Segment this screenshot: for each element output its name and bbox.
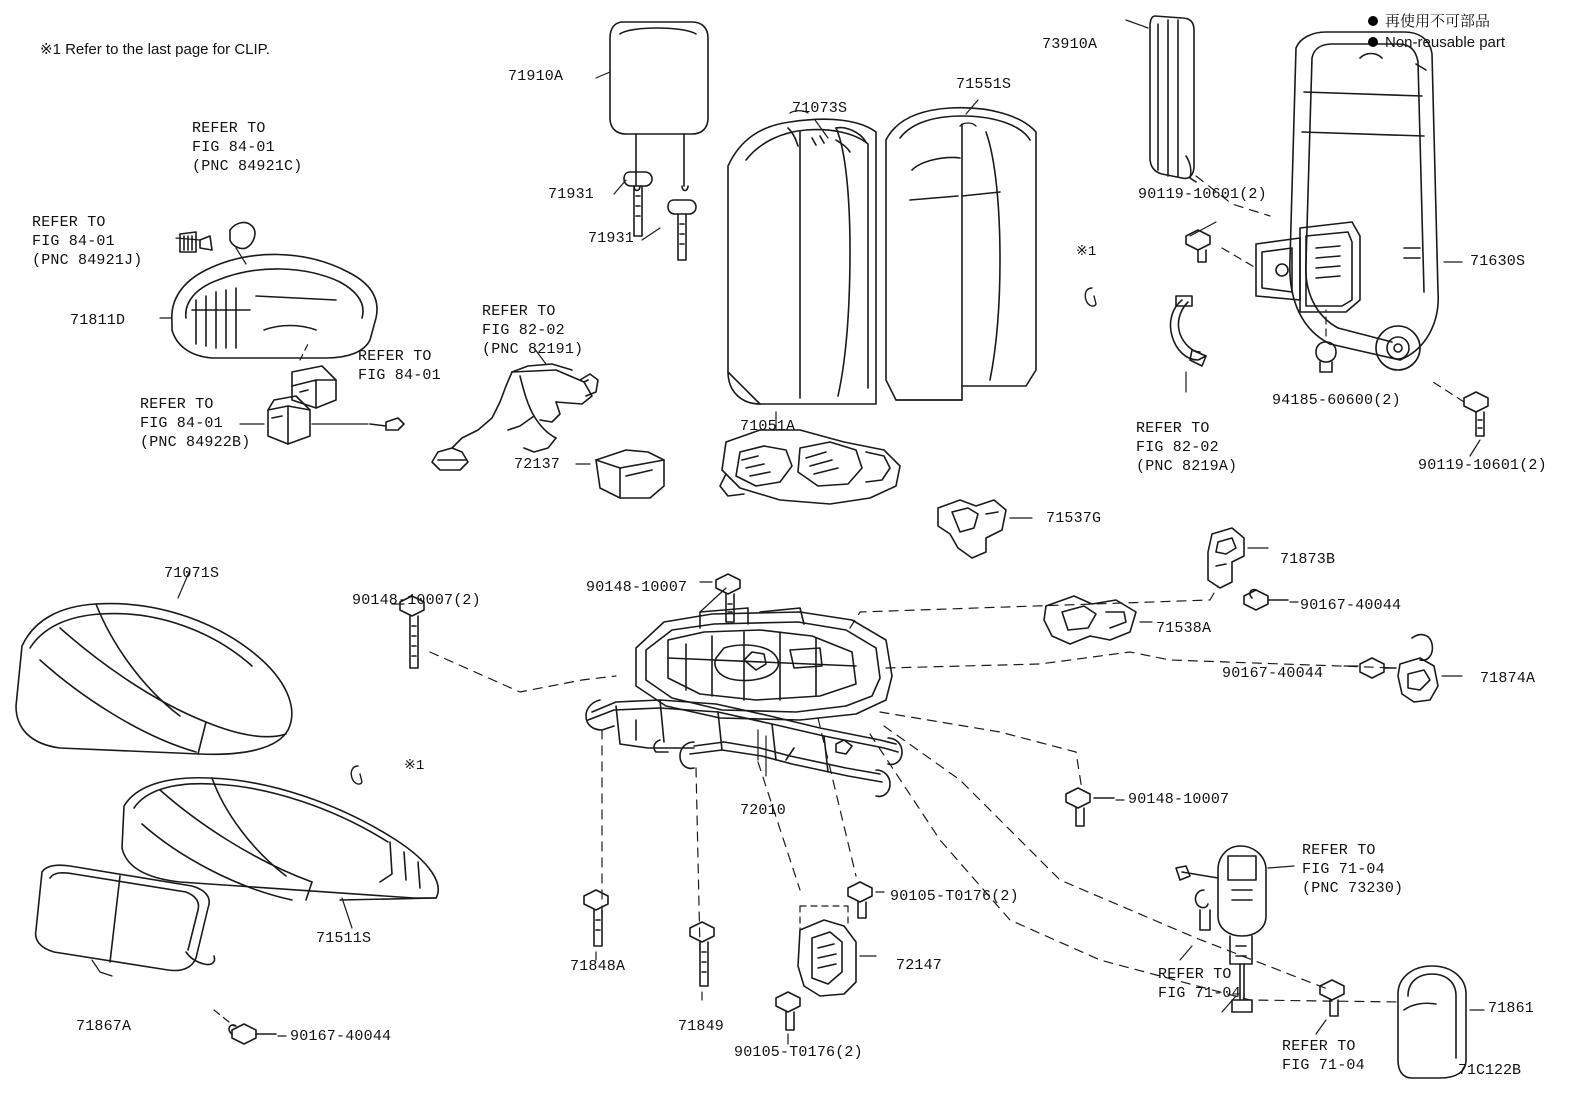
part-label-71873B: 71873B xyxy=(1280,551,1336,568)
part-label-71849: 71849 xyxy=(678,1018,725,1035)
part-label-73910A: 73910A xyxy=(1042,36,1098,53)
refer-82191-line2: FIG 82-02 xyxy=(482,321,565,339)
refer-8219A-line1: REFER TO xyxy=(1136,420,1210,437)
fastener-text-94185: 94185-60600(2) xyxy=(1272,392,1401,409)
refer-84921C-line3: (PNC 84921C) xyxy=(192,157,303,175)
refer-block-73230 xyxy=(1302,842,1403,898)
part-label-72147: 72147 xyxy=(896,957,943,974)
refer-82191-line3: (PNC 82191) xyxy=(482,340,584,358)
part-label-71051A: 71051A xyxy=(740,418,796,435)
part-label-71073S: 71073S xyxy=(792,100,848,117)
refer-84922B-line1: REFER TO xyxy=(140,396,214,413)
refer-8401-line1: REFER TO xyxy=(358,348,432,365)
legend-text-en: Non-reusable part xyxy=(1385,34,1506,51)
part-label-71931-lower: 71931 xyxy=(588,230,635,247)
refer-84921C-line1: REFER TO xyxy=(192,120,266,137)
clip-note: ※1 Refer to the last page for CLIP. xyxy=(40,41,270,58)
refer-8401-line2: FIG 84-01 xyxy=(358,366,441,384)
refer-73230-line3: (PNC 73230) xyxy=(1302,879,1404,897)
refer-73230-line1: REFER TO xyxy=(1302,842,1376,859)
fastener-label-90167-40044-c: 90167-40044 xyxy=(290,1028,392,1045)
refer-block-8219A xyxy=(1136,420,1237,476)
fastener-label-90119-10601-b: 90119-10601(2) xyxy=(1418,457,1547,474)
refer-7104a-line1: REFER TO xyxy=(1158,966,1232,983)
refer-84921C-line2: FIG 84-01 xyxy=(192,138,275,156)
refer-84922B-line3: (PNC 84922B) xyxy=(140,433,251,451)
non-reusable-dot-icon-2 xyxy=(1368,37,1378,47)
fastener-label-90119-10601-a: 90119-10601(2) xyxy=(1138,186,1267,203)
refer-block-8401 xyxy=(358,348,441,386)
fastener-label-90148-10007-a: 90148-10007 xyxy=(586,579,688,596)
refer-block-82191 xyxy=(482,303,583,359)
part-label-71071S: 71071S xyxy=(164,565,220,582)
non-reusable-dot-icon xyxy=(1368,16,1378,26)
refer-82191-line1: REFER TO xyxy=(482,303,556,320)
part-label-71861: 71861 xyxy=(1488,1000,1535,1017)
refer-block-84921C xyxy=(192,120,302,176)
refer-73230-line2: FIG 71-04 xyxy=(1302,860,1385,878)
fastener-label-90167-40044-b: 90167-40044 xyxy=(1222,665,1324,682)
refer-84921J-line3: (PNC 84921J) xyxy=(32,251,143,269)
part-label-71874A: 71874A xyxy=(1480,670,1536,687)
refer-block-7104-a xyxy=(1158,966,1241,1004)
refer-block-7104-b xyxy=(1282,1038,1365,1076)
fastener-label-94185-60600 xyxy=(1272,392,1401,411)
fastener-label-90148-10007-2x: 90148-10007(2) xyxy=(352,592,481,609)
refer-7104b-line2: FIG 71-04 xyxy=(1282,1056,1365,1074)
fastener-label-90105-T0176-a: 90105-T0176(2) xyxy=(890,888,1019,905)
part-label-72010: 72010 xyxy=(740,802,787,819)
refer-84922B-line2: FIG 84-01 xyxy=(140,414,223,432)
part-label-71931-upper: 71931 xyxy=(548,186,595,203)
figure-code: 71C122B xyxy=(1458,1062,1522,1079)
fastener-label-90105-T0176-b: 90105-T0176(2) xyxy=(734,1044,863,1061)
refer-84921J-line1: REFER TO xyxy=(32,214,106,231)
part-label-71538A: 71538A xyxy=(1156,620,1212,637)
part-label-71811D: 71811D xyxy=(70,312,126,329)
part-label-71867A: 71867A xyxy=(76,1018,132,1035)
part-label-71511S: 71511S xyxy=(316,930,372,947)
refer-7104a-line2: FIG 71-04 xyxy=(1158,984,1241,1002)
legend-line-1 xyxy=(1368,10,1490,31)
part-label-71848A: 71848A xyxy=(570,958,626,975)
part-label-72137: 72137 xyxy=(514,456,561,473)
clip-mark-1: ※1 xyxy=(1076,244,1097,260)
refer-block-84922B xyxy=(140,396,250,452)
refer-7104b-line1: REFER TO xyxy=(1282,1038,1356,1055)
clip-mark-2: ※1 xyxy=(404,758,425,774)
part-label-71537G: 71537G xyxy=(1046,510,1102,527)
refer-84921J-line2: FIG 84-01 xyxy=(32,232,115,250)
part-label-71910A: 71910A xyxy=(508,68,564,85)
fastener-label-90148-10007-b: 90148-10007 xyxy=(1128,791,1230,808)
part-label-71551S: 71551S xyxy=(956,76,1012,93)
refer-8219A-line3: (PNC 8219A) xyxy=(1136,457,1238,475)
fastener-label-90167-40044-a: 90167-40044 xyxy=(1300,597,1402,614)
refer-8219A-line2: FIG 82-02 xyxy=(1136,438,1219,456)
legend-text-jp: 再使用不可部品 xyxy=(1385,13,1491,30)
part-label-71630S: 71630S xyxy=(1470,253,1526,270)
refer-block-84921J xyxy=(32,214,142,270)
legend-line-2 xyxy=(1368,34,1505,51)
